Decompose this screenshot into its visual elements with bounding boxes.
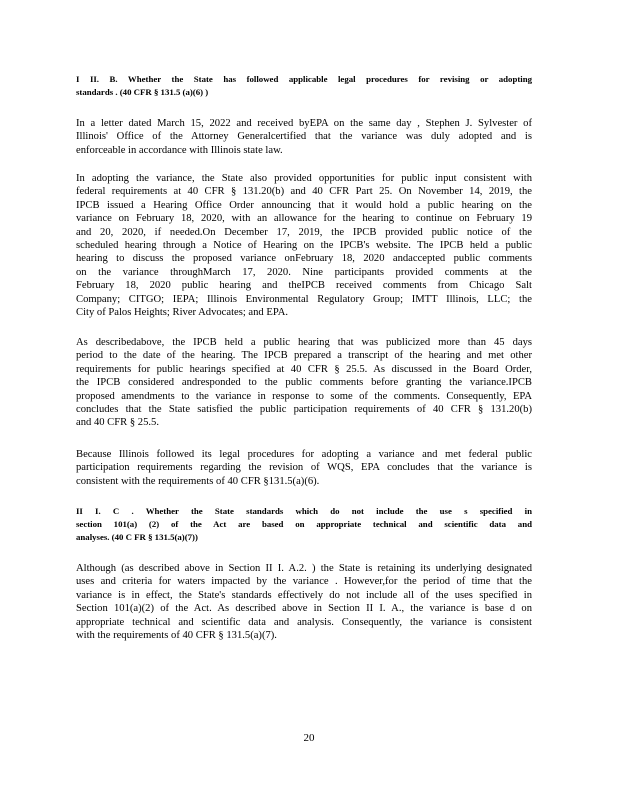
paragraph-line: enforceable in accordance with Illinois state law. <box>76 144 283 156</box>
section-heading-3b <box>76 73 532 99</box>
paragraph-line: In adopting the variance, the State also provided opportunities for public input consistent with <box>76 173 532 184</box>
paragraph-line: IPCB issued a Hearing Office Order announcing that it would hold a public hearing on the <box>76 199 532 211</box>
paragraph-line: scheduled hearing through a Notice of Hearing on the IPCB's website. The IPCB held a public <box>76 240 532 252</box>
paragraph-line: the IPCB considered andresponded to the public comments before granting the variance.IPCB <box>76 377 532 389</box>
paragraph-line: federal requirements at 40 CFR § 131.20(b) and 40 CFR Part 25. On November 14, 2019, the <box>76 186 532 198</box>
paragraph-line: Company; CITGO; IEPA; Illinois Environmental Regulatory Group; IMTT Illinois, LLC; the <box>76 293 532 305</box>
paragraph-line: on the variance throughMarch 17, 2020. Nine participants provided comments at the <box>76 266 532 278</box>
paragraph-line: City of Palos Heights; River Advocates; and EPA. <box>76 307 289 319</box>
heading-line: II I. C . Whether the State standards which do not include the use s specified in <box>76 506 532 516</box>
paragraph-line: consistent with the requirements of 40 CFR §131.5(a)(6). <box>76 475 320 487</box>
paragraph-line: participation requirements regarding the revision of WQS, EPA concludes that the variance is <box>76 462 532 474</box>
paragraph-line: variance on February 18, 2020, with an allowance for the hearing to continue on February 19 <box>76 213 532 225</box>
paragraph-line: As describedabove, the IPCB held a public hearing that was publicized more than 45 days <box>76 337 532 348</box>
page-number: 20 <box>303 732 315 744</box>
heading-line: analyses. (40 C FR § 131.5(a)(7)) <box>76 532 198 543</box>
section-heading-3c <box>76 505 532 545</box>
paragraph-line: Illinois' Office of the Attorney Generalcertified that the variance was duly adopted and is <box>76 131 532 143</box>
heading-line: I II. B. Whether the State has followed applicable legal procedures for revising or adopting <box>76 74 532 84</box>
paragraph-line: requirements for public hearings specified at 40 CFR § 25.5. As discussed in the Board Order, <box>76 363 532 375</box>
paragraph-line: and 20, 2020, if needed.On December 17, 2019, the IPCB provided public notice of the <box>76 226 532 238</box>
heading-line: standards . (40 CFR § 131.5 (a)(6) ) <box>76 87 209 98</box>
paragraph-line: February 18, 2020 public hearing and theIPCB received comments from Chicago Salt <box>76 280 532 292</box>
paragraph-although <box>76 562 532 642</box>
heading-line: section 101(a) (2) of the Act are based on appropriate technical and scientific data and <box>76 519 532 530</box>
paragraph-line: period to the date of the hearing. The IPCB prepared a transcript of the hearing and met other <box>76 350 532 362</box>
paragraph-line: and 40 CFR § 25.5. <box>76 417 159 429</box>
paragraph-line: Although (as described above in Section II I. A.2. ) the State is retaining its underlying designated <box>76 563 532 574</box>
paragraph-line: proposed amendments to the variance in response to some of the comments. Consequently, EPA <box>76 390 532 402</box>
paragraph-line: hearing to discuss the proposed variance onFebruary 18, 2020 andaccepted public comments <box>76 253 532 265</box>
paragraph-line: uses and criteria for waters impacted by the variance . However,for the period of time that the <box>76 576 532 588</box>
paragraph-line: concludes that the State satisfied the public participation requirements of 40 CFR § 131.20(b) <box>76 404 532 416</box>
paragraph-public-input <box>76 172 532 319</box>
paragraph-line: with the requirements of 40 CFR § 131.5(a)(7). <box>76 630 277 642</box>
paragraph-line: appropriate technical and scientific data and analysis. Consequently, the variance is consistent <box>76 616 532 628</box>
paragraph-line: Section 101(a)(2) of the Act. As described above in Section II I. A., the variance is base d on <box>76 603 532 615</box>
paragraph-line: In a letter dated March 15, 2022 and received byEPA on the same day , Stephen J. Sylvester of <box>76 118 532 129</box>
paragraph-because-illinois <box>76 448 532 488</box>
paragraph-described-above <box>76 336 532 430</box>
paragraph-line: Because Illinois followed its legal procedures for adopting a variance and met federal public <box>76 449 532 460</box>
paragraph-line: variance is in effect, the State's standards effectively do not include all of the uses specified in <box>76 589 532 601</box>
paragraph-letter <box>76 117 532 157</box>
